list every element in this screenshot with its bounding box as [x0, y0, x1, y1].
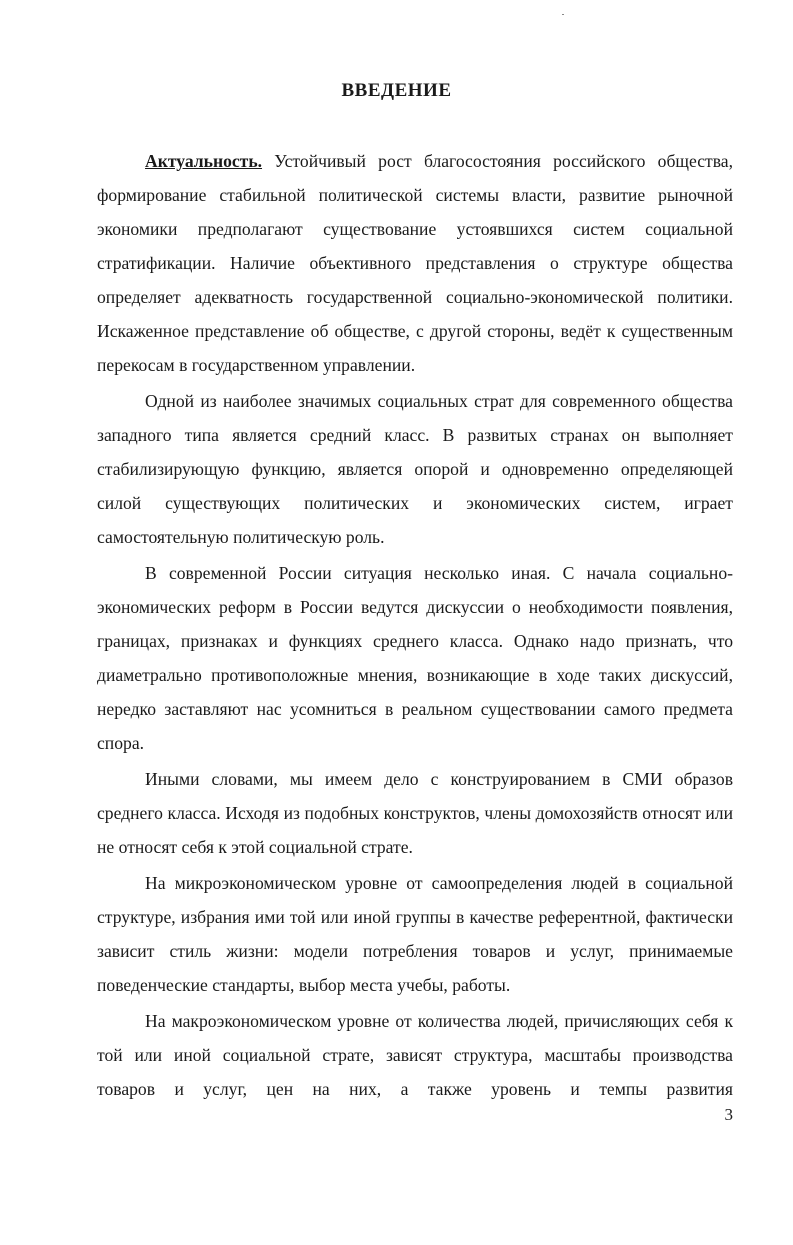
paragraph-russia: В современной России ситуация несколько иная. С начала социально-экономических реформ в России ведутся дискуссии о необходимости появления, границах, признаках и функциях среднего класса. Однако надо признать, что диаметрально противоположные мнения, возникающие в ходе таких дискуссий, нередко заставляют нас усомниться в реальном существовании самого предмета спора. — [97, 563, 733, 753]
scan-speck — [562, 14, 564, 15]
paragraph-lead-relevance: Актуальность. — [145, 151, 263, 171]
paragraph-text: Устойчивый рост благосостояния российского общества, формирование стабильной политической системы власти, развитие рыночной экономики предполагают существование устоявшихся систем социальной стратификации. Наличие объективного представления о структуре общества определяет адекватность государственной социально-экономической политики. Искаженное представление об обществе, с другой стороны, ведёт к существенным перекосам в государственном управлении. — [97, 151, 733, 375]
paragraph-middle-class: Одной из наиболее значимых социальных страт для современного общества западного типа является средний класс. В развитых странах он выполняет стабилизирующую функцию, является опорой и одновременно определяющей силой существующих политических и экономических систем, играет самостоятельную политическую роль. — [97, 391, 733, 547]
paragraph-relevance — [97, 144, 733, 382]
paragraph-macro: На макроэкономическом уровне от количества людей, причисляющих себя к той или иной социальной страте, зависят структура, масштабы производства товаров и услуг, цен на них, а также уровень и темпы развития — [97, 1011, 733, 1099]
paragraph-micro: На микроэкономическом уровне от самоопределения людей в социальной структуре, избрания ими той или иной группы в качестве референтной, фактически зависит стиль жизни: модели потребления товаров и услуг, принимаемые поведенческие стандарты, выбор места учебы, работы. — [97, 873, 733, 995]
page-number: 3 — [724, 1105, 733, 1124]
paragraph-media: Иными словами, мы имеем дело с конструированием в СМИ образов среднего класса. Исходя из подобных конструктов, члены домохозяйств относят или не относят себя к этой социальной страте. — [97, 769, 733, 857]
page-title: ВВЕДЕНИЕ — [341, 80, 452, 101]
body-text — [97, 144, 733, 1108]
